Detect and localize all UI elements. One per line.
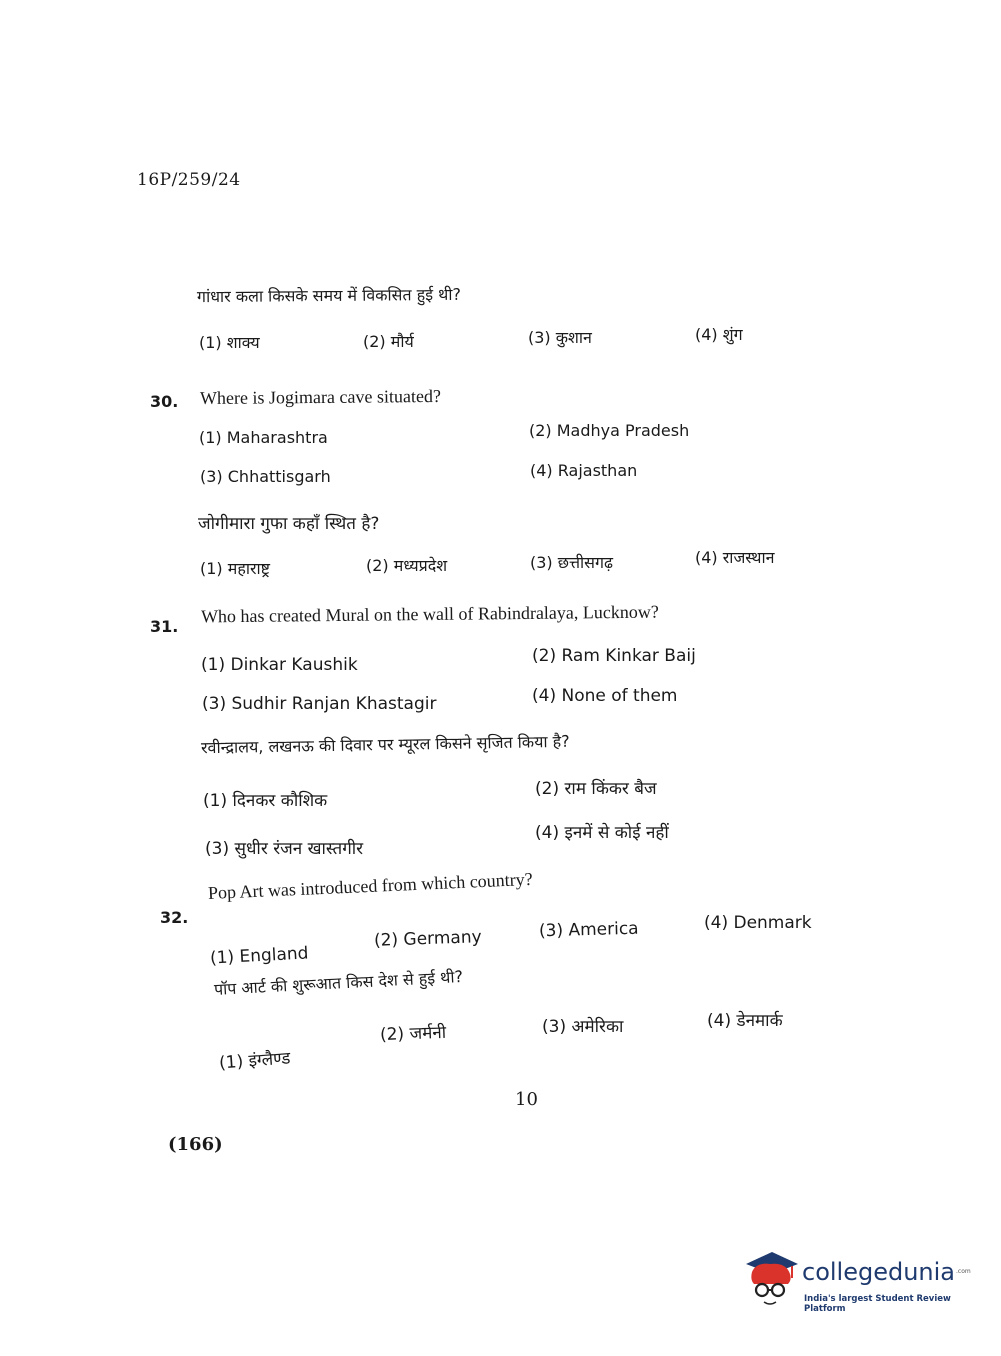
question-31-number: 31. — [150, 617, 179, 636]
q31-hindi-option-1: (1) दिनकर कौशिक — [203, 791, 328, 811]
q32-hindi-option-4: (4) डेनमार्क — [707, 1011, 783, 1031]
q31-option-2: (2) Ram Kinkar Baij — [532, 646, 696, 666]
question-30-hindi-text: जोगीमारा गुफा कहाँ स्थित है? — [198, 514, 380, 534]
page-number: 10 — [515, 1089, 538, 1110]
question-32-number: 32. — [160, 908, 189, 927]
q31-hindi-option-4: (4) इनमें से कोई नहीं — [535, 823, 669, 843]
q30-option-4: (4) Rajasthan — [530, 461, 638, 480]
q31-option-3: (3) Sudhir Ranjan Khastagir — [202, 694, 437, 714]
sheet-number: (166) — [168, 1134, 223, 1155]
q32-option-3: (3) America — [538, 918, 639, 942]
q32-option-1: (1) England — [209, 943, 309, 969]
q31-hindi-option-2: (2) राम किंकर बैज — [535, 779, 657, 799]
question-32-hindi-text: पॉप आर्ट की शुरूआत किस देश से हुई थी? — [213, 966, 464, 999]
q30-option-1: (1) Maharashtra — [199, 428, 328, 447]
brand-tagline: India's largest Student Review Platform — [804, 1294, 951, 1314]
paper-code: 16P/259/24 — [137, 170, 241, 190]
q30-hindi-option-1: (1) महाराष्ट्र — [200, 559, 270, 578]
brand-name: collegedunia — [802, 1258, 956, 1286]
q30-hindi-option-3: (3) छत्तीसगढ़ — [530, 553, 613, 572]
mascot-logo-icon — [742, 1250, 800, 1310]
question-32-text: Pop Art was introduced from which country? — [207, 868, 534, 903]
q32-hindi-option-1: (1) इंग्लैण्ड — [218, 1048, 292, 1074]
question-29-hindi-text: गांधार कला किसके समय में विकसित हुई थी? — [196, 284, 462, 307]
question-30-number: 30. — [150, 392, 179, 411]
question-30-text: Where is Jogimara cave situated? — [199, 385, 441, 409]
q31-hindi-option-3: (3) सुधीर रंजन खास्तगीर — [205, 839, 364, 859]
q32-hindi-option-3: (3) अमेरिका — [542, 1017, 624, 1037]
q30-option-3: (3) Chhattisgarh — [200, 467, 331, 486]
q32-hindi-option-2: (2) जर्मनी — [379, 1022, 447, 1046]
q30-hindi-option-2: (2) मध्यप्रदेश — [366, 556, 448, 575]
q29-hindi-option-4: (4) शुंग — [695, 325, 743, 344]
q31-option-4: (4) None of them — [532, 686, 678, 706]
q32-option-4: (4) Denmark — [704, 913, 812, 933]
brand-suffix: .com — [956, 1268, 971, 1275]
collegedunia-watermark — [742, 1250, 972, 1320]
q30-hindi-option-4: (4) राजस्थान — [695, 548, 775, 567]
q31-option-1: (1) Dinkar Kaushik — [201, 655, 358, 675]
q29-hindi-option-2: (2) मौर्य — [363, 332, 414, 351]
q32-option-2: (2) Germany — [373, 927, 482, 951]
question-31-text: Who has created Mural on the wall of Rabindralaya, Lucknow? — [200, 601, 659, 627]
q29-hindi-option-1: (1) शाक्य — [199, 333, 260, 352]
question-31-hindi-text: रवीन्द्रालय, लखनऊ की दिवार पर म्यूरल किसने सृजित किया है? — [200, 731, 570, 758]
q29-hindi-option-3: (3) कुशान — [528, 328, 592, 347]
q30-option-2: (2) Madhya Pradesh — [529, 421, 690, 440]
